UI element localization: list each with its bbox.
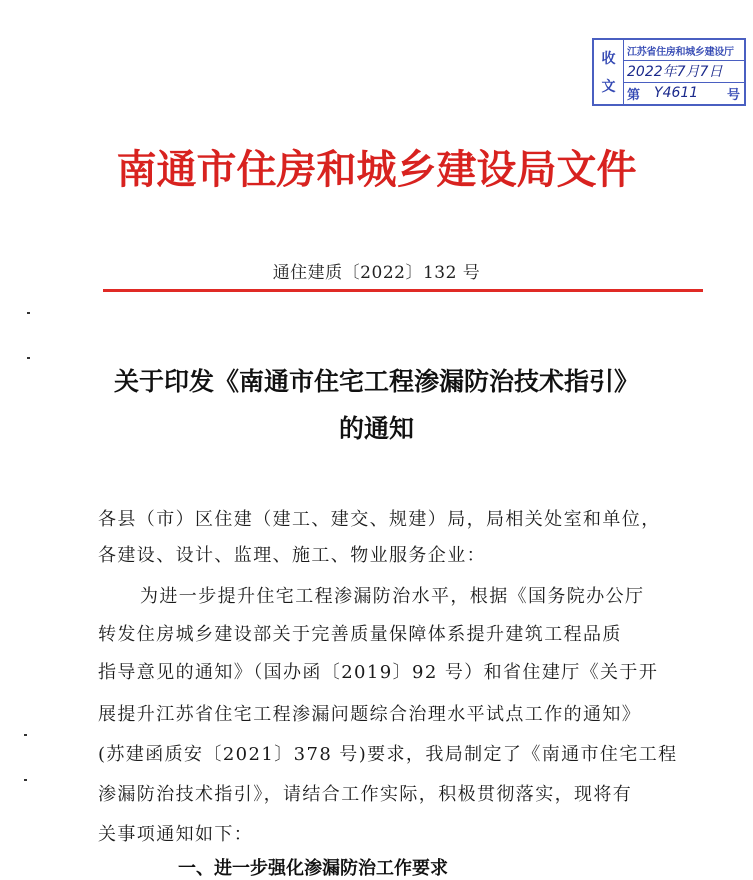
document-number: 通住建质〔2022〕132 号: [272, 263, 481, 283]
receipt-stamp: [592, 38, 746, 106]
document-title-line1: 关于印发《南通市住宅工程渗漏防治技术指引》: [113, 367, 639, 396]
stamp-date-row: [624, 61, 744, 82]
stamp-number-row: [624, 83, 744, 104]
stamp-receive-label: [594, 40, 624, 104]
stamp-org: 江苏省住房和城乡建设厅: [627, 46, 734, 58]
paragraph-line-7: 关事项通知如下：: [98, 824, 254, 845]
addressee-line-2: 各建设、设计、监理、施工、物业服务企业：: [98, 545, 486, 566]
paragraph-line-3: 指导意见的通知》（国办函〔2019〕92 号）和省住建厅《关于开: [98, 662, 659, 683]
paragraph-line-5: (苏建函质安〔2021〕378 号)要求，我局制定了《南通市住宅工程: [98, 744, 678, 765]
paragraph-line-1: 为进一步提升住宅工程渗漏防治水平，根据《国务院办公厅: [140, 586, 645, 607]
stamp-char-receive: 收: [601, 51, 616, 67]
scan-margin-mark: [24, 779, 27, 781]
paragraph-line-6: 渗漏防治技术指引》，请结合工作实际，积极贯彻落实，现将有: [98, 784, 633, 805]
scan-margin-mark: [27, 357, 30, 359]
stamp-date: 2022年7月7日: [627, 64, 723, 81]
document-title-line2: 的通知: [338, 414, 414, 443]
issuing-org-header: 南通市住房和城乡建设局文件: [116, 146, 637, 193]
stamp-char-document: 文: [601, 79, 616, 95]
stamp-number: Y4611: [654, 85, 699, 102]
addressee-line-1: 各县（市）区住建（建工、建交、规建）局，局相关处室和单位，: [98, 509, 661, 530]
stamp-number-label: 第: [627, 87, 641, 103]
red-divider-line: [103, 289, 703, 292]
section-heading-1: 一、进一步强化渗漏防治工作要求: [178, 858, 448, 879]
stamp-org-row: [624, 40, 744, 61]
scan-margin-mark: [24, 734, 27, 736]
scan-margin-mark: [27, 312, 30, 314]
paragraph-line-2: 转发住房城乡建设部关于完善质量保障体系提升建筑工程品质: [98, 624, 622, 645]
stamp-number-suffix: 号: [726, 87, 740, 103]
paragraph-line-4: 展提升江苏省住宅工程渗漏问题综合治理水平试点工作的通知》: [98, 704, 642, 725]
